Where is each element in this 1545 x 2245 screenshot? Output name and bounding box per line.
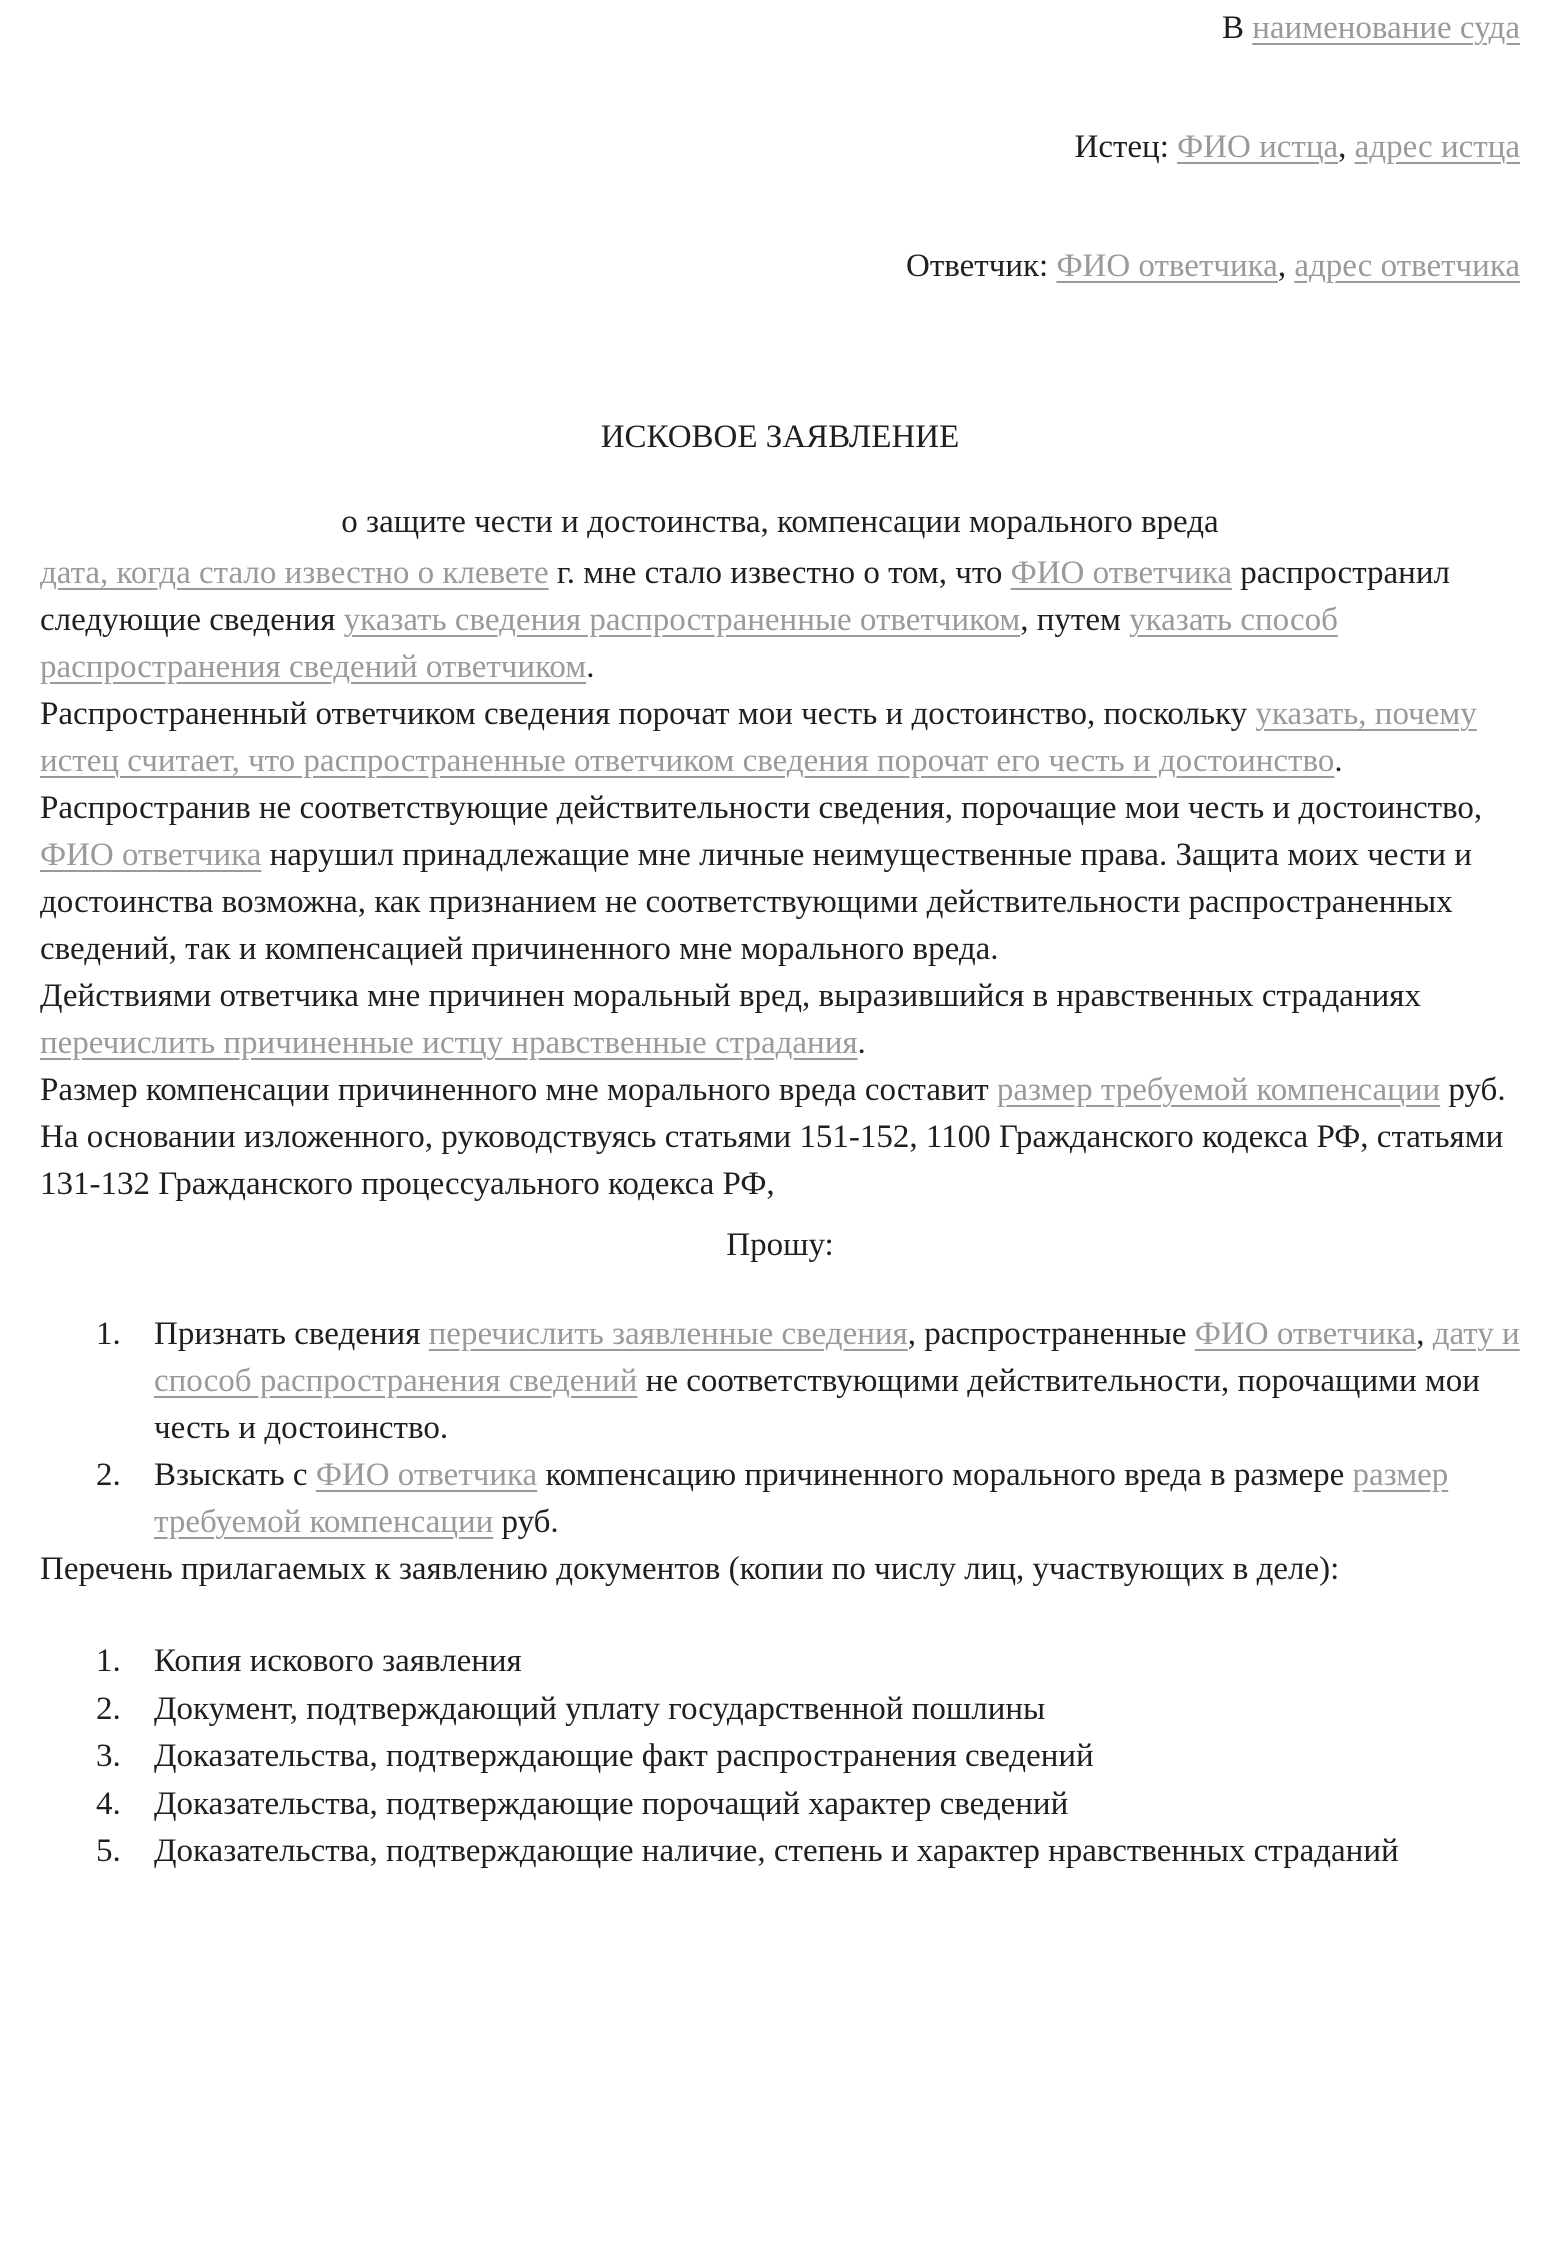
text-fragment: нарушил принадлежащие мне личные неимущественные права. Защита моих чести и достоинства возможна, как признанием не соответствующими действительности распространенных сведений, так и компенсацией причиненного мне морального вреда.: [40, 837, 1472, 967]
paragraph-defamation-facts: [40, 550, 1520, 691]
request-item: [40, 1452, 1520, 1546]
defendant-label: Ответчик:: [906, 248, 1057, 284]
document-page: [40, 0, 1520, 1876]
defendant-fio-placeholder[interactable]: ФИО ответчика: [1010, 555, 1233, 591]
attachment-text: Доказательства, подтверждающие порочащий характер сведений: [154, 1785, 1069, 1822]
request-item: [40, 1311, 1520, 1452]
defendant-fio-placeholder[interactable]: ФИО ответчика: [1194, 1316, 1417, 1352]
compensation-amount-placeholder[interactable]: размер требуемой компенсации: [996, 1072, 1441, 1108]
court-name-placeholder[interactable]: наименование суда: [1252, 10, 1520, 46]
text-fragment: распространил следующие сведения: [40, 555, 1450, 638]
spread-date-method-placeholder[interactable]: дату и способ распространения сведений: [154, 1316, 1520, 1399]
text-fragment: Размер компенсации причиненного мне морального вреда составит: [40, 1072, 997, 1108]
paragraph-honor-harm: [40, 691, 1520, 785]
plaintiff-name-placeholder[interactable]: ФИО истца: [1177, 129, 1339, 165]
court-prefix: В: [1221, 10, 1253, 46]
defendant-fio-placeholder[interactable]: ФИО ответчика: [315, 1457, 538, 1493]
plaintiff-address-placeholder[interactable]: адрес истца: [1354, 129, 1520, 165]
defendant-name-placeholder[interactable]: ФИО ответчика: [1056, 248, 1278, 284]
text-fragment: Признать сведения: [154, 1316, 429, 1352]
text-fragment: компенсацию причиненного морального вреда в размере: [537, 1457, 1353, 1493]
list-number: 4.: [96, 1785, 121, 1822]
text-fragment: Распространенный ответчиком сведения порочат мои честь и достоинство, поскольку: [40, 696, 1256, 732]
defendant-line: [40, 243, 1520, 290]
attachment-item: [40, 1828, 1520, 1876]
attachment-text: Копия искового заявления: [154, 1643, 522, 1679]
court-line: [40, 5, 1520, 52]
compensation-amount-placeholder[interactable]: размер требуемой компенсации: [154, 1457, 1449, 1540]
plaintiff-separator: ,: [1338, 129, 1355, 165]
request-heading: Прошу:: [726, 1227, 834, 1263]
text-fragment: На основании изложенного, руководствуясь статьями 151-152, 1100 Гражданского кодекса РФ, статьями 131-132 Гражданского процессуального кодекса РФ,: [40, 1119, 1504, 1202]
plaintiff-label: Истец:: [1074, 129, 1178, 165]
attachment-text: Доказательства, подтверждающие факт распространения сведений: [154, 1738, 1094, 1774]
text-fragment: не соответствующими действительности, порочащими мои честь и достоинство.: [154, 1363, 1480, 1446]
list-number: 2.: [96, 1457, 121, 1493]
text-fragment: .: [1334, 743, 1343, 779]
text-fragment: ,: [1416, 1316, 1433, 1352]
text-fragment: руб.: [1440, 1072, 1506, 1108]
list-number: 1.: [96, 1643, 121, 1679]
attachments-heading: Перечень прилагаемых к заявлению документов (копии по числу лиц, участвующих в деле):: [40, 1551, 1340, 1587]
defendant-separator: ,: [1277, 248, 1295, 284]
defamation-date-placeholder[interactable]: дата, когда стало известно о клевете: [40, 555, 549, 591]
attachments-list: [40, 1638, 1520, 1876]
text-fragment: руб.: [493, 1504, 559, 1540]
paragraph-rights-violation: [40, 785, 1520, 973]
document-subtitle: о защите чести и достоинства, компенсации морального вреда: [341, 504, 1219, 540]
paragraph-legal-basis: [40, 1114, 1520, 1208]
spread-info-placeholder[interactable]: указать сведения распространенные ответчиком: [343, 602, 1021, 638]
attachment-item: [40, 1638, 1520, 1686]
defendant-fio-placeholder[interactable]: ФИО ответчика: [40, 837, 262, 873]
text-fragment: г. мне стало известно о том, что: [548, 555, 1011, 591]
suffering-placeholder[interactable]: перечислить причиненные истцу нравственные страдания: [40, 1025, 858, 1061]
attachment-item: [40, 1686, 1520, 1734]
text-fragment: , распространенные: [907, 1316, 1195, 1352]
list-number: 1.: [96, 1316, 121, 1352]
paragraph-moral-damage: [40, 973, 1520, 1067]
document-title: ИСКОВОЕ ЗАЯВЛЕНИЕ: [600, 419, 960, 455]
harm-reason-placeholder[interactable]: указать, почему истец считает, что распространенные ответчиком сведения порочат его честь и достоинство: [40, 696, 1477, 779]
list-number: 5.: [96, 1833, 121, 1869]
attachment-item: [40, 1733, 1520, 1781]
plaintiff-line: [40, 124, 1520, 171]
text-fragment: Действиями ответчика мне причинен моральный вред, выразившийся в нравственных страданиях: [40, 978, 1421, 1014]
claimed-info-placeholder[interactable]: перечислить заявленные сведения: [428, 1316, 908, 1352]
text-fragment: .: [586, 649, 595, 685]
list-number: 2.: [96, 1690, 121, 1727]
text-fragment: Взыскать с: [154, 1457, 316, 1493]
attachment-item: [40, 1781, 1520, 1829]
spread-method-placeholder[interactable]: указать способ распространения сведений ответчиком: [40, 602, 1338, 685]
text-fragment: .: [857, 1025, 866, 1061]
attachment-text: Документ, подтверждающий уплату государственной пошлины: [154, 1690, 1046, 1727]
paragraph-compensation-amount: [40, 1067, 1520, 1114]
defendant-address-placeholder[interactable]: адрес ответчика: [1294, 248, 1520, 284]
list-number: 3.: [96, 1738, 121, 1774]
request-list: [40, 1311, 1520, 1546]
text-fragment: , путем: [1020, 602, 1130, 638]
text-fragment: Распространив не соответствующие действительности сведения, порочащие мои честь и достоинство,: [40, 790, 1483, 826]
attachment-text: Доказательства, подтверждающие наличие, степень и характер нравственных страданий: [154, 1833, 1399, 1869]
